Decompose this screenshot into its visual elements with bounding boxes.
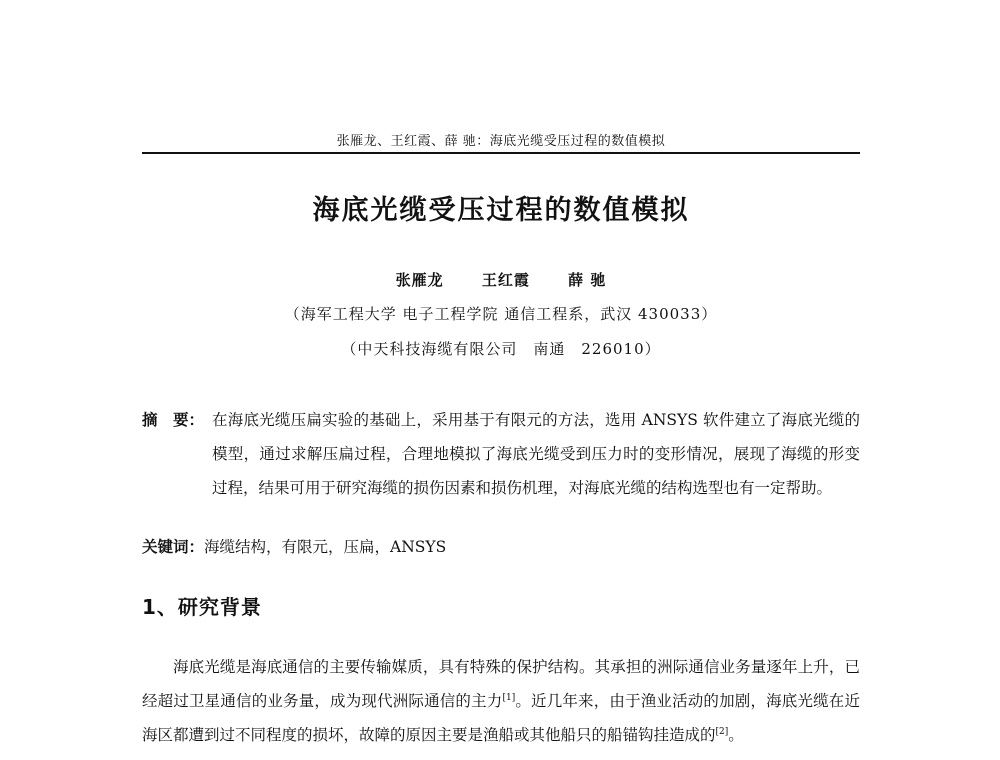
keywords-text: 海缆结构，有限元，压扁，ANSYS	[204, 538, 447, 556]
keywords-label: 关键词：	[142, 537, 205, 556]
author: 薛 驰	[568, 271, 607, 289]
header-rule	[142, 152, 860, 154]
citation-ref[interactable]: [1]	[502, 692, 516, 703]
abstract-label: 摘 要：	[142, 410, 205, 429]
affiliation-1: （海军工程大学 电子工程学院 通信工程系，武汉 430033）	[284, 305, 718, 323]
author-list	[142, 269, 860, 290]
author: 王红霞	[481, 271, 530, 289]
paragraph-text: 。	[728, 726, 744, 744]
running-header: 张雁龙、王红霞、薛 驰：海底光缆受压过程的数值模拟	[336, 134, 666, 149]
keywords	[142, 530, 860, 564]
abstract-text: 在海底光缆压扁实验的基础上，采用基于有限元的方法，选用 ANSYS 软件建立了海底光缆的模型，通过求解压扁过程，合理地模拟了海底光缆受到压力时的变形情况，展现了海缆的形变过程，结果可用于研究海缆的损伤因素和损伤机理，对海底光缆的结构选型也有一定帮助。	[212, 411, 860, 497]
abstract	[142, 403, 860, 505]
author: 张雁龙	[395, 271, 444, 289]
affiliation-2: （中天科技海缆有限公司 南通 226010）	[341, 340, 661, 358]
paragraph-text: 海底光缆是海底通信的主要传输媒质，具有特殊的保护结构。其承担的洲际通信业务量逐年上升，已经超过卫星通信的业务量，成为现代洲际通信的主力	[142, 658, 860, 710]
body-paragraph	[142, 650, 860, 752]
citation-ref[interactable]: [2]	[715, 726, 729, 737]
paragraph-text: 。近几年来，由于渔业活动的加剧，海底光缆在近海区都遭到过不同程度的损坏，故障的原因主要是渔船或其他船只的船锚钩挂造成的	[142, 692, 860, 744]
section-heading: 1、研究背景	[142, 595, 262, 619]
paper-title: 海底光缆受压过程的数值模拟	[312, 195, 690, 226]
